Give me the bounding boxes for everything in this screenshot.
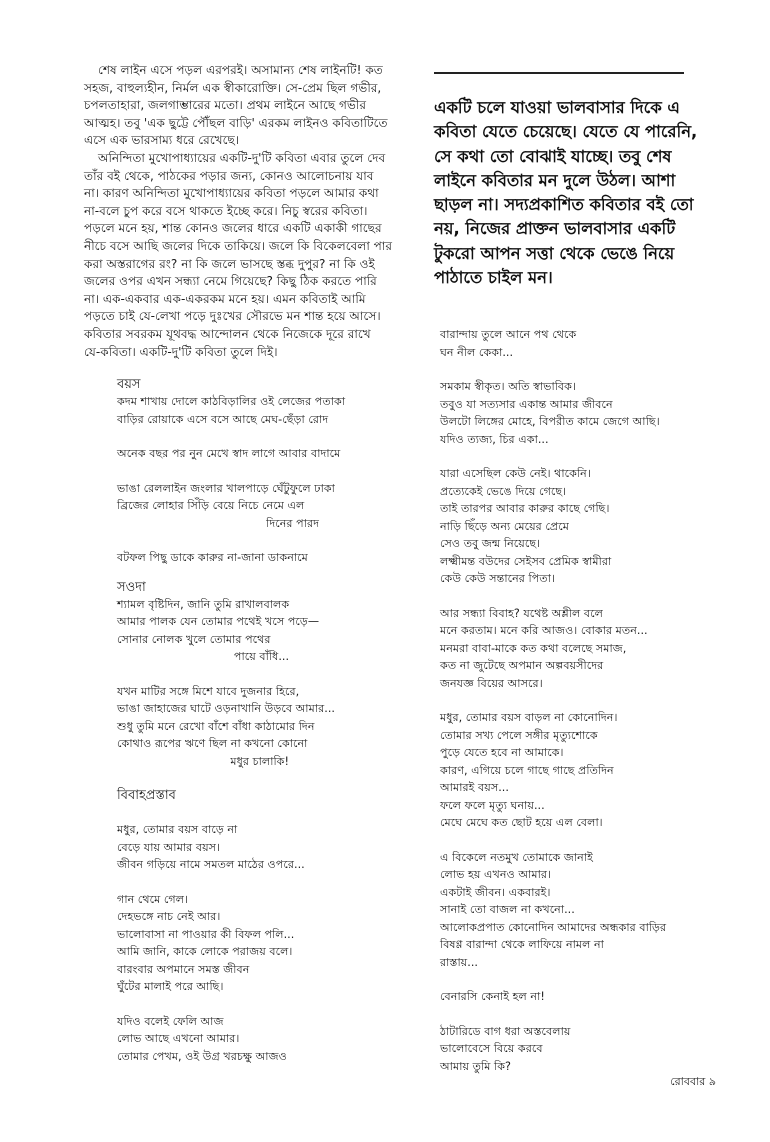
poem-line: আমি জানি, কাকে লোকে পরাজয় বলে।	[117, 945, 293, 958]
poem-line: জীবন গড়িয়ে নামে সমতল মাঠের ওপরে...	[117, 858, 305, 871]
poem-line: তোমার সখ্য পেলে সঙ্গীর মৃত্যুশোকে	[440, 728, 598, 742]
poem-line: কদম শাখায় দোলে কাঠবিড়ালির ওই লেজের পতাকা	[117, 395, 346, 408]
poem-line: তোমার পেখম, ওই উগ্র খরচক্ষু আজও	[117, 1049, 287, 1063]
text-line: পড়লে মনে হয়, শান্ত কোনও জলের ধারে একটি একাকী গাছের	[84, 221, 382, 236]
poem-line: ঘুঁটের মালাই পরে আছি।	[117, 980, 224, 993]
poem-line: শুধু তুমি মনে রেখো বাঁশে বাঁধা কাঠামোর দিন	[117, 719, 315, 733]
poem-line: কারণ, এগিয়ে চলে গাছে গাছে প্রতিদিন	[440, 763, 614, 777]
article-column	[84, 62, 393, 361]
poem-line: মধুর চালাকি!	[230, 754, 289, 768]
pullquote-line: নয়, নিজের প্রাক্তন ভালবাসার একটি	[434, 219, 676, 239]
poem-line: ঠাটারিডে বাগ ধরা অস্তবেলায়	[440, 1024, 571, 1038]
text-line: কবিতার সবরকম যূথবদ্ধ আন্দোলন থেকে নিজেকে দূরে রাখে	[84, 326, 371, 341]
poem-line: কোথাও রূপের ঋণে ছিল না কখনো কোনো	[117, 737, 308, 750]
poem-line: ভাঙা রেললাইন জংলার খালপাড়ে ঘেঁটুফুলে ঢাকা	[117, 481, 335, 495]
pullquote	[434, 96, 734, 290]
poem-line: ভালোবাসা না পাওয়ার কী বিফল পলি...	[117, 927, 295, 941]
poem-line: রাস্তায়...	[440, 955, 478, 969]
article-paragraph-1	[84, 62, 388, 150]
poem-line: দিনের পারদ	[266, 516, 319, 530]
poem-title-sowda: সওদা	[117, 579, 146, 595]
poem-line: নাড়ি ছিঁড়ে অন্য মেয়ের প্রেমে	[440, 519, 569, 533]
poem-line: ঘন নীল কেকা...	[440, 345, 514, 359]
poem-line: মনে করতাম। মনে করি আজও। বোকার মতন...	[440, 624, 648, 637]
pullquote-rule	[434, 72, 684, 74]
poem-line: ব্রিজের লোহার সিঁড়ি বেয়ে নিচে নেমে এল	[117, 499, 305, 512]
poem-line: ভালোবেসে বিয়ে করবে	[440, 1042, 543, 1055]
poem-line: বেনারসি কেনাই হল না!	[440, 990, 545, 1003]
poem-line: বারংবার অপমানে সমস্ত জীবন	[117, 962, 250, 976]
text-line: যে-কবিতা। একটি-দু'টি কবিতা তুলে দিই।	[84, 344, 278, 359]
poem-line: দেহভঙ্গে নাচ নেই আর।	[117, 910, 221, 923]
poem-line: মধুর, তোমার বয়স বাড়ে না	[117, 823, 238, 836]
text-line: না। এক-একবার এক-একরকম মনে হয়। এমন কবিতাই আমি	[84, 291, 366, 306]
poem-line: বেড়ে যায় আমার বয়স।	[117, 840, 221, 854]
text-line: না-বলে চুপ করে বসে থাকতে ইচ্ছে করে। নিচু স্বরের কবিতা।	[84, 203, 368, 218]
text-line: করা অস্তরাগের রং? না কি জলে ভাসছে স্তব্ধ দুপুর? না কি ওই	[84, 256, 375, 271]
poem-line: লোভ হয় এখনও আমার।	[440, 868, 552, 881]
poem-line: মধুর, তোমার বয়স বাড়ল না কোনোদিন।	[440, 711, 618, 724]
poem-line: যখন মাটির সঙ্গে মিশে যাবে দুজনার হিরে,	[117, 684, 300, 698]
poem-line: গান থেমে গেল।	[117, 892, 189, 906]
poem-line: বিষণ্ণ বারান্দা থেকে লাফিয়ে নামল না	[440, 938, 604, 951]
poems-left-column	[117, 376, 387, 1065]
poem-line: তবুও যা সত্যসার একান্ত আমার জীবনে	[440, 397, 613, 411]
poem-line: যদিও বলেই ফেলি আজ	[117, 1014, 224, 1028]
text-line: শেষ লাইন এসে পড়ল এরপরই। অসামান্য শেষ লাইনটি! কত	[98, 63, 383, 77]
poem-line: কত না জুটেছে অপমান অল্পবয়সীদের	[440, 659, 604, 672]
poem-line: মনমরা বাবা-মাকে কত কথা বলেছে সমাজ,	[440, 641, 627, 655]
poem-line: আর সন্ধ্যা বিবাহ? যথেষ্ট অশ্লীল বলে	[440, 606, 603, 620]
poem-line: লক্ষ্মীমন্ত বউদের সেইসব প্রেমিক স্বামীরা	[440, 554, 612, 568]
text-line: সহজ, বাহুল্যহীন, নির্মল এক স্বীকারোক্তি। সে-প্রেম ছিল গভীর,	[84, 80, 382, 95]
poem-title-bibaho: বিবাহপ্রস্তাব	[117, 788, 176, 803]
poem-line: বটফল পিছু ডাকে কারুর না-জানা ডাকনামে	[117, 551, 308, 564]
pullquote-line: পাঠাতে চাইল মন।	[434, 268, 553, 288]
poem-line: আমায় তুমি কি?	[440, 1059, 511, 1073]
pullquote-line: টুকরো আপন সত্তা থেকে ভেঙে নিয়ে	[434, 243, 675, 263]
poem-line: কেউ কেউ সন্তানের পিতা।	[440, 572, 555, 585]
poems-right-column	[440, 326, 700, 1075]
poem-line: আমারই বয়স...	[440, 781, 509, 794]
text-line: তাঁর বই থেকে, পাঠকের পড়ার জন্য, কোনও আলোচনায় যাব	[84, 168, 374, 183]
poem-line: উলটো লিঙ্গের মোহে, বিপরীত কামে জেগে আছি।	[440, 415, 660, 428]
poem-line: বাড়ির রোয়াকে এসে বসে আছে মেঘ-ছেঁড়া রোদ	[117, 412, 329, 426]
pullquote-line: ছাড়ল না। সদ্যপ্রকাশিত কবিতার বই তো	[434, 195, 694, 215]
poem-line: যদিও ত্যজ্য, চির একা...	[440, 432, 549, 446]
poem-line: সেও তবু জন্ম নিয়েছে।	[440, 537, 541, 550]
poem-line: জনযজ্ঞ বিয়ের আসরে।	[440, 676, 543, 690]
poem-line: সানাই তো বাজল না কখনো...	[440, 903, 575, 916]
poem-line: এ বিকেলে নতমুখ তোমাকে জানাই	[440, 850, 593, 864]
poem-line: অনেক বছর পর নুন মেখে স্বাদ লাগে আবার বাদামে	[117, 447, 341, 460]
pullquote-line: একটি চলে যাওয়া ভালবাসার দিকে এ	[434, 98, 680, 117]
text-line: চপলতাহারা, জলগাম্ভারের মতো। প্রথম লাইনে আছে গভীর	[84, 98, 367, 113]
poem-line: ফলে ফলে মৃত্যু ঘনায়...	[440, 798, 545, 812]
poem-line: যারা এসেছিল কেউ নেই। থাকেনি।	[440, 467, 591, 480]
poem-line: তাই তারপর আবার কারুর কাছে গেছি।	[440, 502, 610, 515]
poem-line: প্রত্যেকেই ভেঙে দিয়ে গেছে।	[440, 484, 567, 498]
text-line: জলের ওপর এখন সন্ধ্যা নেমে গিয়েছে? কিছু ঠিক করতে পারি	[84, 274, 377, 289]
text-line: এসে এক ভারসাম্য ধরে রেখেছে।	[84, 133, 240, 148]
page-folio: রোববার ৯	[670, 1075, 716, 1088]
poem-title-boyosh: বয়স	[117, 377, 141, 392]
poem-line: ভাঙা জাহাজের ঘাটে ওড়নাখানি উড়বে আমার...	[117, 702, 335, 715]
poem-line: পায়ে বাঁধি...	[233, 650, 289, 663]
poem-line: সমকাম স্বীকৃত। অতি স্বাভাবিক।	[440, 380, 576, 393]
pullquote-line: সে কথা তো বোঝাই যাচ্ছে। তবু শেষ	[434, 146, 672, 166]
poem-line: পুড়ে যেতে হবে না আমাকে।	[440, 746, 564, 759]
poem-line: আমার পালক যেন তোমার পথেই খসে পড়ে—	[117, 615, 320, 628]
pullquote-line: কবিতা যেতে চেয়েছে। যেতে যে পারেনি,	[434, 122, 698, 142]
text-line: অনিন্দিতা মুখোপাধ্যায়ের একটি-দু'টি কবিতা এবার তুলে দেব	[98, 150, 386, 165]
pullquote-line: লাইনে কবিতার মন দুলে উঠল। আশা	[434, 170, 676, 190]
poem-line: লোভ আছে এখনো আমার।	[117, 1032, 240, 1045]
poem-line: শ্যামল বৃষ্টিদিন, জানি তুমি রাখালবালক	[117, 597, 290, 611]
text-line: আত্মহ। তবু 'এক ছুট্টে পৌঁছল বাড়ি' এরকম লাইনও কবিতাটিতে	[84, 115, 388, 130]
poem-line: বারান্দায় তুলে আনে পথ থেকে	[440, 328, 577, 341]
poem-line: একটাই জীবন। একবারই।	[440, 885, 551, 899]
poem-line: মেঘে মেঘে কত ছোট হয়ে এল বেলা।	[440, 816, 603, 829]
text-line: না। কারণ অনিন্দিতা মুখোপাধ্যায়ের কবিতা পড়লে আমার কথা	[84, 186, 379, 201]
text-line: নীচে বসে আছি জলের দিকে তাকিয়ে। জলে কি বিকেলবেলা পার	[84, 238, 393, 253]
poem-line: সোনার নোলক খুলে তোমার পথের	[117, 632, 271, 646]
poem-line: আলোকপ্রপাত কোনোদিন আমাদের অন্ধকার বাড়ির	[440, 920, 667, 934]
text-line: পড়তে চাই যে-লেখা পড়ে দুঃখের সৌরভে মন শান্ত হয়ে আসে।	[84, 309, 381, 324]
article-paragraph-2	[84, 150, 393, 361]
